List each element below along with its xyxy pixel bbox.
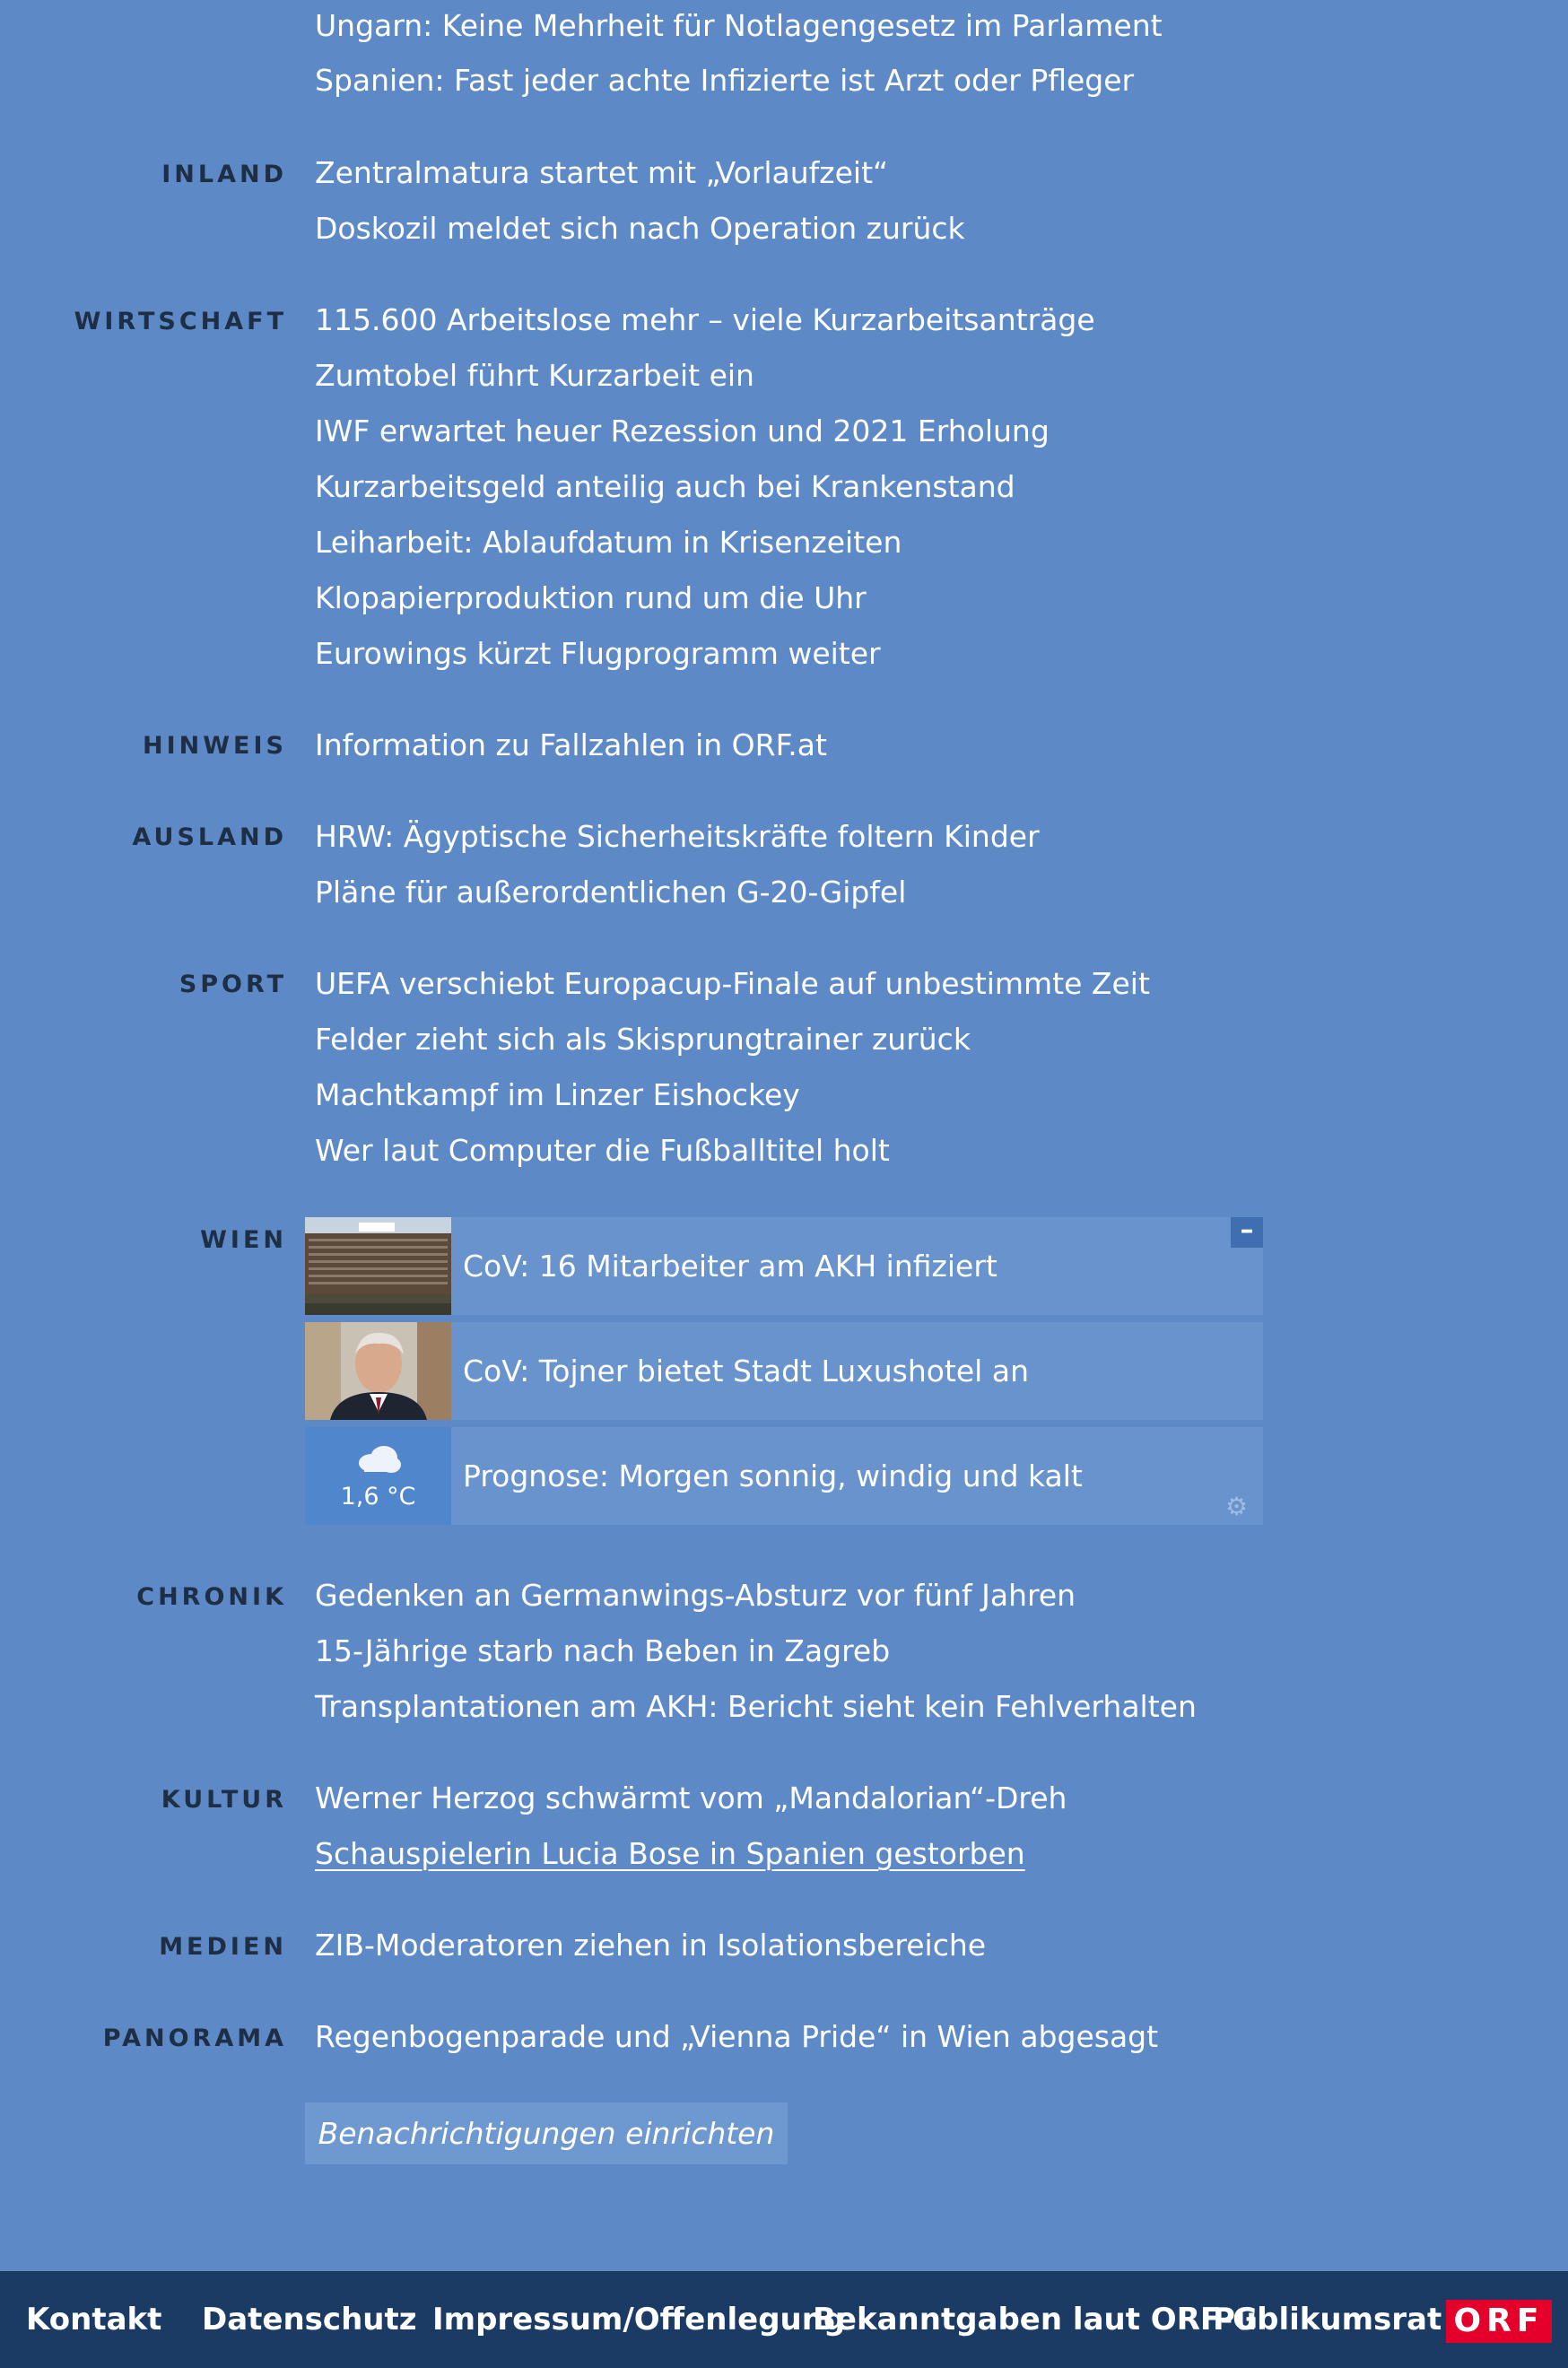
headline-link[interactable]: Zumtobel führt Kurzarbeit ein — [315, 358, 754, 393]
headline-link[interactable]: Regenbogenparade und „Vienna Pride“ in Wien abgesagt — [315, 2019, 1159, 2054]
headline-link[interactable]: CoV: 16 Mitarbeiter am AKH infiziert — [463, 1249, 997, 1284]
headline-link[interactable]: 115.600 Arbeitslose mehr – viele Kurzarbeitsanträge — [315, 302, 1095, 337]
headline-link[interactable]: Zentralmatura startet mit „Vorlaufzeit“ — [315, 155, 889, 190]
footer-link-datenschutz[interactable]: Datenschutz — [202, 2302, 417, 2338]
headline-link[interactable]: Werner Herzog schwärmt vom „Mandalorian“-Dreh — [315, 1780, 1067, 1815]
temperature-value: 1,6 °C — [340, 1483, 416, 1510]
headline-link[interactable]: Ungarn: Keine Mehrheit für Notlagengesetz im Parlament — [315, 8, 1163, 43]
headline-link[interactable]: Schauspielerin Lucia Bose in Spanien gestorben — [315, 1836, 1025, 1871]
orf-logo[interactable]: ORF — [1446, 2300, 1552, 2343]
headline-link[interactable]: Gedenken an Germanwings-Absturz vor fünf Jahren — [315, 1578, 1076, 1613]
headline-link[interactable]: Wer laut Computer die Fußballtitel holt — [315, 1133, 890, 1168]
footer-link-publikumsrat[interactable]: Publikumsrat — [1213, 2302, 1442, 2338]
notifications-button[interactable]: Benachrichtigungen einrichten — [305, 2102, 788, 2164]
wien-story-akh[interactable] — [305, 1217, 1263, 1315]
headline-link[interactable]: HRW: Ägyptische Sicherheitskräfte foltern Kinder — [315, 819, 1040, 854]
category-label: WIRTSCHAFT — [74, 308, 287, 335]
category-label: PANORAMA — [102, 2024, 287, 2052]
headline-link[interactable]: Spanien: Fast jeder achte Infizierte ist Arzt oder Pfleger — [315, 63, 1135, 98]
headline-link[interactable]: Eurowings kürzt Flugprogramm weiter — [315, 636, 881, 671]
category-label: SPORT — [179, 971, 287, 998]
category-label: MEDIEN — [159, 1933, 287, 1961]
headline-link[interactable]: Kurzarbeitsgeld anteilig auch bei Krankenstand — [315, 469, 1015, 504]
headline-link[interactable]: Information zu Fallzahlen in ORF.at — [315, 727, 827, 762]
category-label: CHRONIK — [136, 1583, 287, 1611]
headline-link[interactable]: Doskozil meldet sich nach Operation zurück — [315, 211, 965, 246]
headline-link[interactable]: Pläne für außerordentlichen G-20-Gipfel — [315, 875, 907, 910]
footer-link-kontakt[interactable]: Kontakt — [26, 2302, 162, 2338]
headline-link[interactable]: Machtkampf im Linzer Eishockey — [315, 1077, 800, 1112]
category-label: INLAND — [161, 161, 287, 188]
headline-link[interactable]: Transplantationen am AKH: Bericht sieht kein Fehlverhalten — [315, 1689, 1197, 1724]
headline-link[interactable]: Prognose: Morgen sonnig, windig und kalt — [463, 1458, 1083, 1493]
footer-link-bekanntgaben[interactable]: Bekanntgaben laut ORF-G — [813, 2302, 1259, 2338]
wien-story-tojner[interactable] — [305, 1322, 1263, 1420]
weather-tile — [305, 1427, 451, 1525]
wien-story-weather[interactable] — [305, 1427, 1263, 1525]
akh-building-image — [305, 1217, 451, 1315]
footer — [0, 2271, 1568, 2368]
category-label: HINWEIS — [143, 732, 287, 760]
headline-link[interactable]: Leiharbeit: Ablaufdatum in Krisenzeiten — [315, 525, 902, 560]
headline-link[interactable]: 15-Jährige starb nach Beben in Zagreb — [315, 1633, 891, 1668]
headline-link[interactable]: Felder zieht sich als Skisprungtrainer zurück — [315, 1022, 971, 1057]
collapse-button[interactable]: – — [1231, 1217, 1263, 1248]
footer-link-impressum[interactable]: Impressum/Offenlegung — [432, 2302, 846, 2338]
category-label: AUSLAND — [132, 823, 287, 851]
category-label: WIEN — [200, 1226, 287, 1254]
headline-link[interactable]: Klopapierproduktion rund um die Uhr — [315, 580, 867, 615]
category-label: KULTUR — [161, 1786, 287, 1814]
gear-icon[interactable]: ⚙ — [1225, 1492, 1249, 1521]
headline-link[interactable]: ZIB-Moderatoren ziehen in Isolationsbereiche — [315, 1928, 987, 1963]
headline-link[interactable]: UEFA verschiebt Europacup-Finale auf unbestimmte Zeit — [315, 966, 1150, 1001]
headline-link[interactable]: CoV: Tojner bietet Stadt Luxushotel an — [463, 1354, 1029, 1389]
headline-link[interactable]: IWF erwartet heuer Rezession und 2021 Erholung — [315, 414, 1050, 448]
portrait-image — [305, 1322, 451, 1420]
cloud-icon — [355, 1443, 402, 1477]
